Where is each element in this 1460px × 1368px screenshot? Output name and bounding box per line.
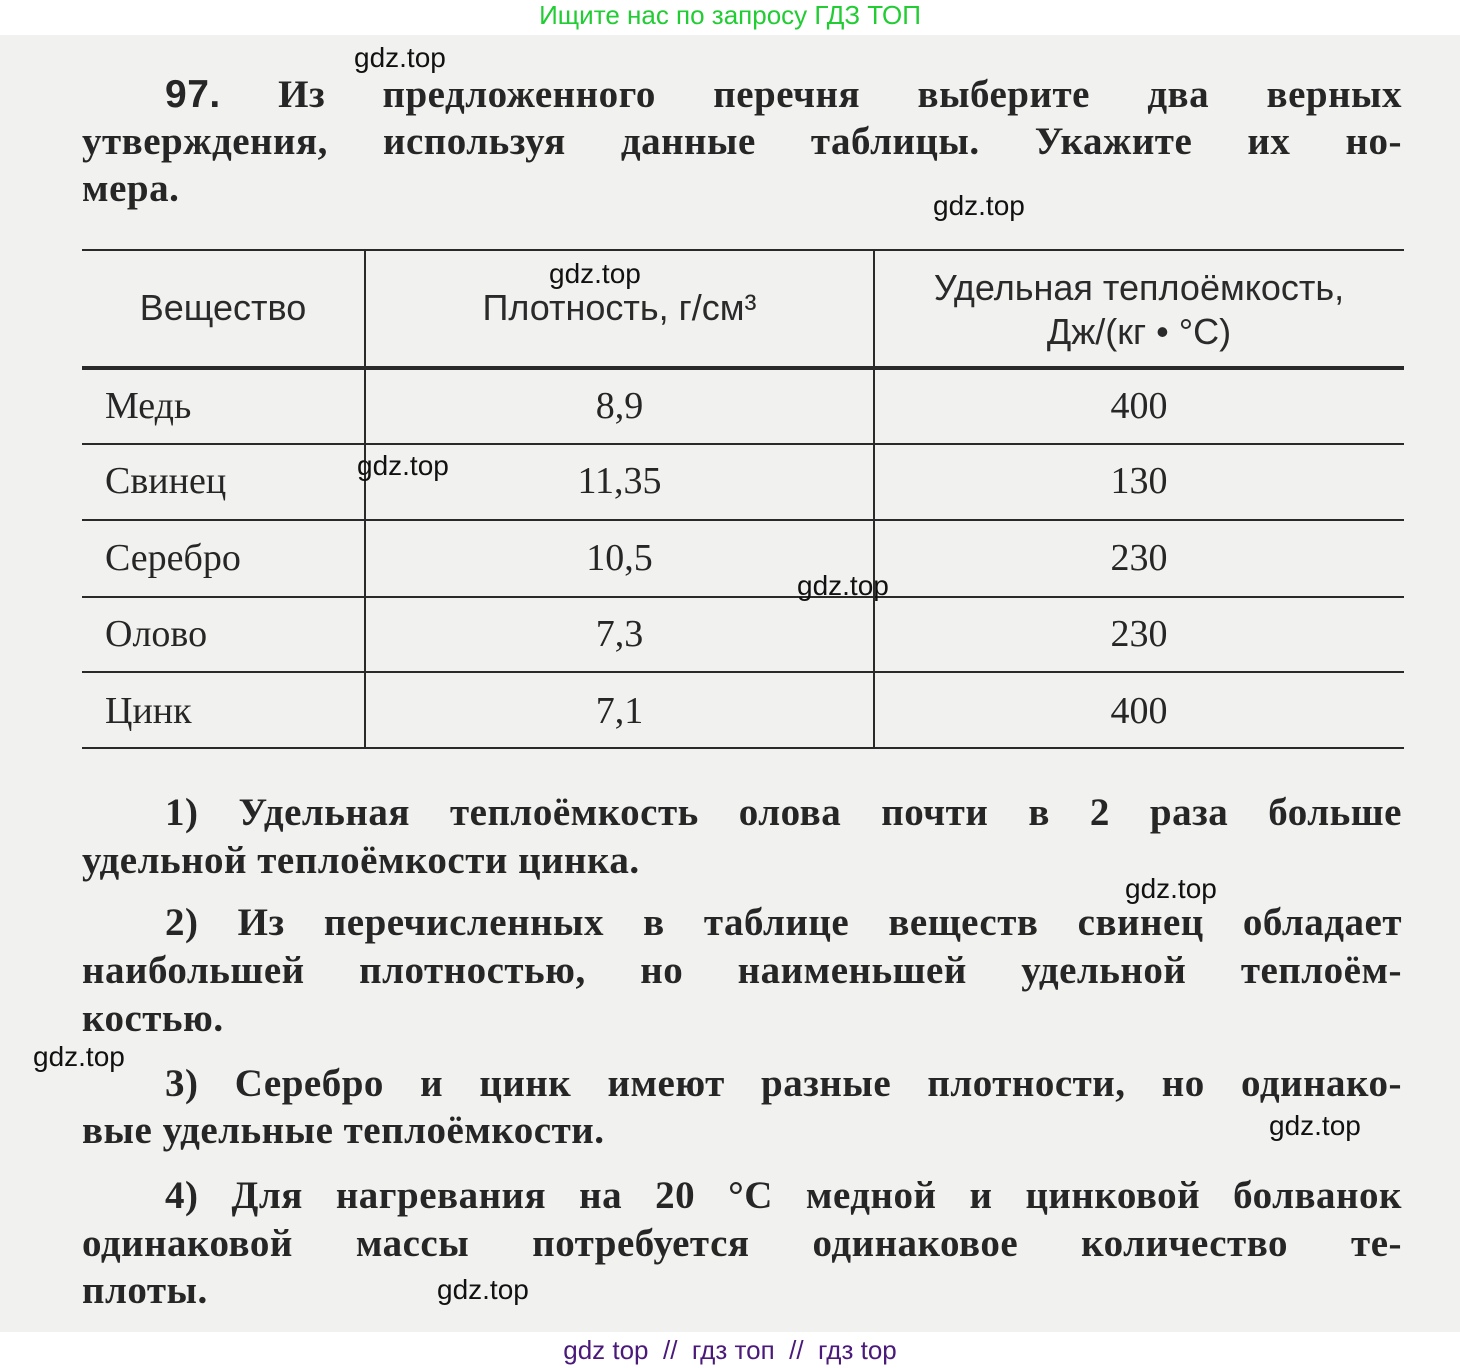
cell-substance: Свинец bbox=[105, 460, 227, 502]
cell-substance: Олово bbox=[105, 613, 208, 655]
search-banner: Ищите нас по запросу ГДЗ ТОП bbox=[539, 0, 921, 30]
option-line: наибольшей плотностью, но наименьшей удельной теплоём- bbox=[82, 949, 1402, 992]
cell-substance: Цинк bbox=[105, 690, 192, 732]
watermark: gdz.top bbox=[549, 258, 641, 289]
task-number: 97. bbox=[165, 73, 221, 116]
cell-heat-capacity: 130 bbox=[1110, 460, 1168, 502]
task-line-1: 97. Из предложенного перечня выберите два верных bbox=[165, 73, 1402, 116]
option-line: одинаковой массы потребуется одинаковое количество те- bbox=[82, 1222, 1402, 1265]
task-line-3: мера. bbox=[82, 167, 180, 210]
cell-density: 7,3 bbox=[595, 613, 644, 655]
option-line: вые удельные теплоёмкости. bbox=[82, 1109, 605, 1152]
footer-text: gdz top // гдз топ // гдз top bbox=[563, 1335, 897, 1365]
option-line: 1) Удельная теплоёмкость олова почти в 2 раза больше bbox=[165, 791, 1402, 834]
watermark: gdz.top bbox=[1269, 1110, 1361, 1141]
watermark: gdz.top bbox=[357, 450, 449, 481]
cell-heat-capacity: 230 bbox=[1110, 537, 1168, 579]
cell-substance: Медь bbox=[105, 385, 192, 427]
cell-heat-capacity: 400 bbox=[1110, 690, 1168, 732]
option-line: удельной теплоёмкости цинка. bbox=[82, 839, 640, 882]
watermark: gdz.top bbox=[33, 1041, 125, 1072]
watermark: gdz.top bbox=[437, 1274, 529, 1305]
watermark: gdz.top bbox=[933, 190, 1025, 221]
option-line: 2) Из перечисленных в таблице веществ свинец обладает bbox=[165, 901, 1402, 944]
cell-substance: Серебро bbox=[105, 537, 241, 579]
watermark: gdz.top bbox=[354, 42, 446, 73]
option-line: 4) Для нагревания на 20 °C медной и цинковой болванок bbox=[165, 1174, 1402, 1217]
header-substance: Вещество bbox=[139, 287, 307, 328]
footer-links bbox=[0, 1334, 1460, 1366]
cell-density: 8,9 bbox=[595, 385, 644, 427]
watermark: gdz.top bbox=[797, 570, 889, 601]
cell-density: 7,1 bbox=[595, 690, 644, 732]
option-line: костью. bbox=[82, 997, 224, 1040]
header-density: Плотность, г/см³ bbox=[482, 287, 757, 328]
cell-density: 10,5 bbox=[586, 537, 653, 579]
task-line-2: утверждения, используя данные таблицы. Укажите их но- bbox=[82, 120, 1402, 163]
cell-heat-capacity: 400 bbox=[1110, 385, 1168, 427]
watermark: gdz.top bbox=[1125, 873, 1217, 904]
option-line: 3) Серебро и цинк имеют разные плотности, но одинако- bbox=[165, 1062, 1402, 1105]
option-line: плоты. bbox=[82, 1269, 208, 1312]
header-heat-capacity: Удельная теплоёмкость, Дж/(кг • °C) bbox=[933, 267, 1345, 352]
cell-heat-capacity: 230 bbox=[1110, 613, 1168, 655]
cell-density: 11,35 bbox=[577, 460, 662, 502]
